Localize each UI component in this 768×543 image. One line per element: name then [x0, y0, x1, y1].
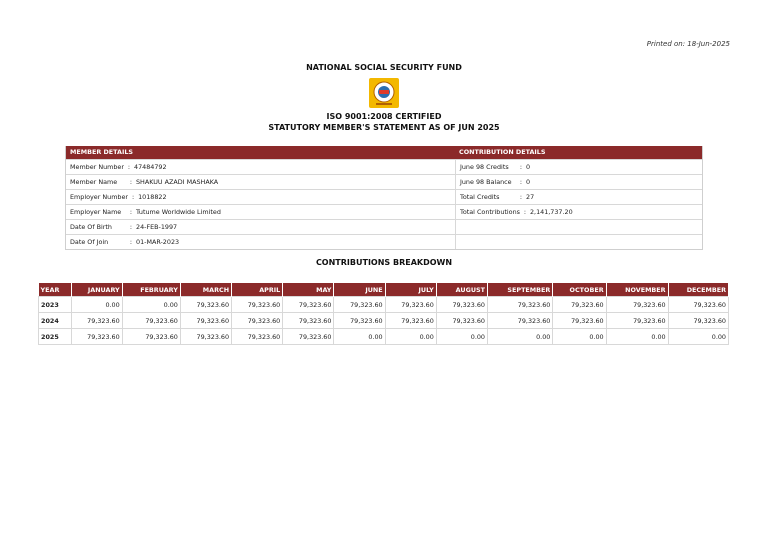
details-header — [66, 146, 702, 159]
details-row: Date Of Birth : 24-FEB-1997 — [66, 219, 702, 234]
member-number-value: 47484792 — [134, 163, 167, 171]
table-cell: 0.00 — [606, 329, 668, 345]
table-cell: 2023 — [39, 297, 72, 313]
table-cell: 0.00 — [334, 329, 385, 345]
iso-certification: ISO 9001:2008 CERTIFIED — [326, 112, 442, 121]
col-april: APRIL — [232, 283, 283, 297]
org-title: NATIONAL SOCIAL SECURITY FUND — [306, 63, 462, 72]
table-cell: 79,323.60 — [436, 297, 487, 313]
table-cell: 79,323.60 — [122, 313, 180, 329]
table-row — [39, 297, 729, 313]
table-cell: 79,323.60 — [180, 313, 231, 329]
dob-value: 24-FEB-1997 — [136, 223, 178, 231]
col-year: YEAR — [39, 283, 72, 297]
col-october: OCTOBER — [553, 283, 606, 297]
table-cell: 79,323.60 — [232, 297, 283, 313]
table-cell: 0.00 — [553, 329, 606, 345]
total-contributions-label: Total Contributions — [460, 208, 520, 216]
table-cell: 79,323.60 — [180, 297, 231, 313]
total-credits-label: Total Credits — [460, 193, 500, 201]
total-credits-value: 27 — [526, 193, 535, 201]
table-cell: 79,323.60 — [436, 313, 487, 329]
col-january: JANUARY — [71, 283, 122, 297]
member-name-value: SHAKUU AZADI MASHAKA — [136, 178, 219, 186]
col-march: MARCH — [180, 283, 231, 297]
table-cell: 79,323.60 — [488, 297, 553, 313]
employer-name-value: Tutume Worldwide Limited — [136, 208, 221, 216]
col-may: MAY — [283, 283, 334, 297]
table-cell: 79,323.60 — [606, 313, 668, 329]
member-number-label: Member Number — [70, 163, 124, 171]
table-header-row — [39, 283, 729, 297]
col-september: SEPTEMBER — [488, 283, 553, 297]
statement-title: STATUTORY MEMBER'S STATEMENT AS OF JUN 2025 — [268, 123, 500, 132]
details-row: Member Number : 47484792 June 98 Credits : 0 — [66, 159, 702, 174]
col-june: JUNE — [334, 283, 385, 297]
table-cell: 79,323.60 — [334, 313, 385, 329]
june98-balance-label: June 98 Balance — [460, 178, 512, 186]
employer-number-value: 1018822 — [138, 193, 167, 201]
table-row — [39, 313, 729, 329]
dob-label: Date Of Birth — [70, 223, 112, 231]
details-row: Employer Name : Tutume Worldwide Limited Total Contributions : 2,141,737.20 — [66, 204, 702, 219]
details-row: Date Of Join : 01-MAR-2023 — [66, 234, 702, 249]
table-cell: 2024 — [39, 313, 72, 329]
table-cell: 79,323.60 — [232, 329, 283, 345]
details-row: Member Name : SHAKUU AZADI MASHAKA June 98 Balance : 0 — [66, 174, 702, 189]
table-cell: 79,323.60 — [283, 313, 334, 329]
june98-balance-value: 0 — [526, 178, 531, 186]
table-cell: 79,323.60 — [232, 313, 283, 329]
col-november: NOVEMBER — [606, 283, 668, 297]
doj-value: 01-MAR-2023 — [136, 238, 180, 246]
table-cell: 79,323.60 — [488, 313, 553, 329]
table-cell: 0.00 — [385, 329, 436, 345]
table-cell: 79,323.60 — [71, 329, 122, 345]
breakdown-title: CONTRIBUTIONS BREAKDOWN — [315, 258, 453, 267]
contributions-table — [38, 283, 729, 345]
doj-label: Date Of Join — [70, 238, 109, 246]
table-cell: 0.00 — [71, 297, 122, 313]
june98-credits-label: June 98 Credits — [460, 163, 509, 171]
table-cell: 79,323.60 — [606, 297, 668, 313]
table-cell: 79,323.60 — [668, 313, 728, 329]
table-cell: 79,323.60 — [385, 297, 436, 313]
member-details-header: MEMBER DETAILS — [70, 148, 133, 156]
contribution-details-header: CONTRIBUTION DETAILS — [459, 148, 546, 156]
table-cell: 79,323.60 — [180, 329, 231, 345]
details-row: Employer Number : 1018822 Total Credits : 27 — [66, 189, 702, 204]
employer-number-label: Employer Number — [70, 193, 129, 201]
table-cell: 79,323.60 — [122, 329, 180, 345]
col-august: AUGUST — [436, 283, 487, 297]
table-cell: 79,323.60 — [553, 297, 606, 313]
table-cell: 79,323.60 — [283, 329, 334, 345]
june98-credits-value: 0 — [526, 163, 531, 171]
table-cell: 0.00 — [122, 297, 180, 313]
details-panel — [65, 146, 703, 250]
table-row — [39, 329, 729, 345]
table-cell: 79,323.60 — [668, 297, 728, 313]
table-cell: 2025 — [39, 329, 72, 345]
col-december: DECEMBER — [668, 283, 728, 297]
table-cell: 79,323.60 — [553, 313, 606, 329]
table-cell: 79,323.60 — [283, 297, 334, 313]
member-name-label: Member Name — [70, 178, 118, 186]
table-cell: 79,323.60 — [71, 313, 122, 329]
table-cell: 79,323.60 — [334, 297, 385, 313]
table-cell: 0.00 — [488, 329, 553, 345]
table-cell: 0.00 — [436, 329, 487, 345]
col-july: JULY — [385, 283, 436, 297]
printed-date: Printed on: 18-Jun-2025 — [646, 40, 730, 48]
col-february: FEBRUARY — [122, 283, 180, 297]
nssf-logo — [369, 78, 399, 108]
table-cell: 79,323.60 — [385, 313, 436, 329]
total-contributions-value: 2,141,737.20 — [529, 208, 573, 216]
table-cell: 0.00 — [668, 329, 728, 345]
employer-name-label: Employer Name — [70, 208, 122, 216]
